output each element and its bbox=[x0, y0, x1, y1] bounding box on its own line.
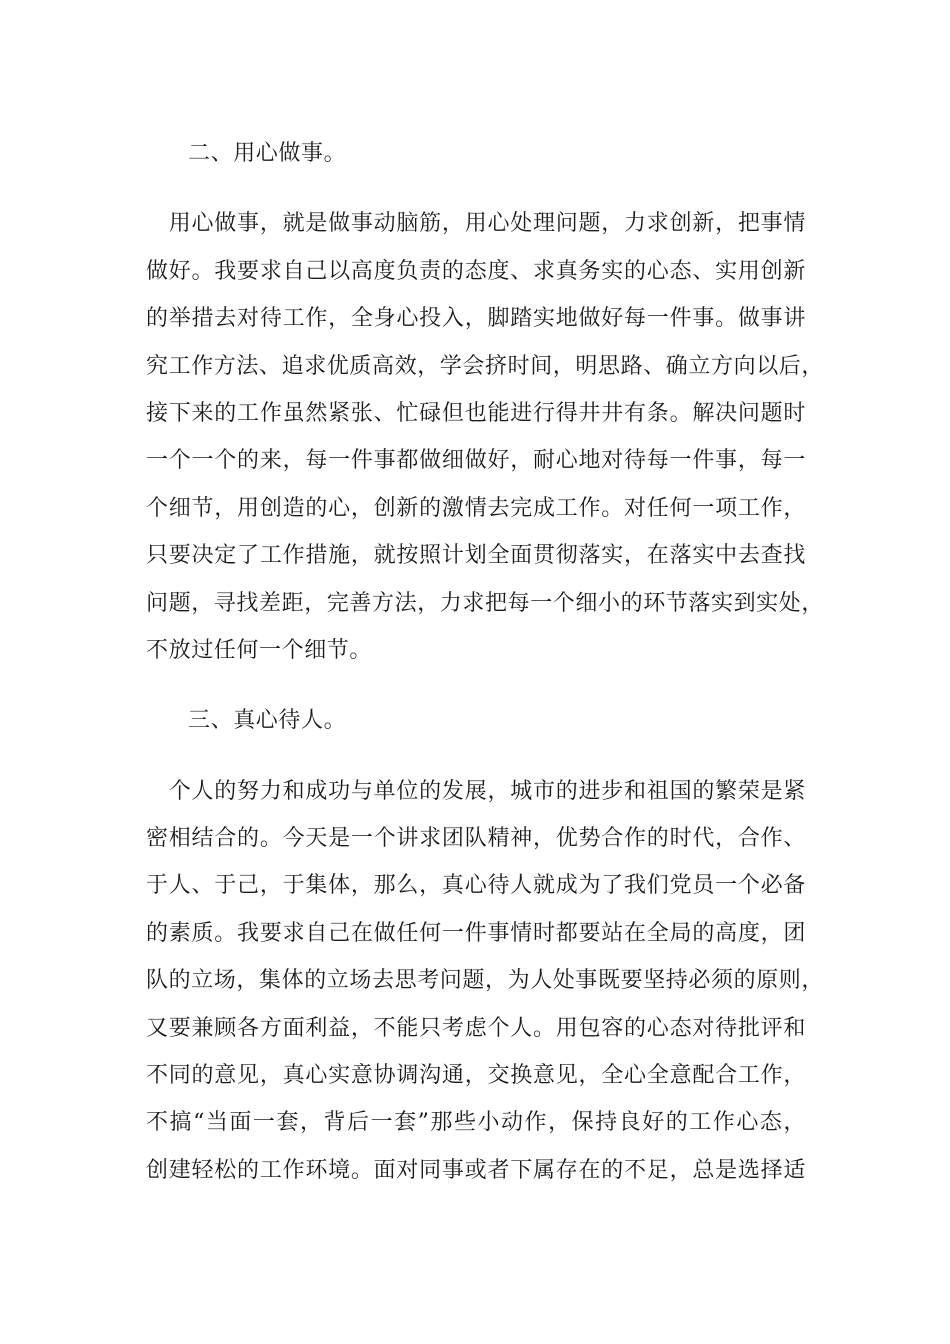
text-line: 又要兼顾各方面利益，不能只考虑个人。用包容的心态对待批评和 bbox=[146, 1015, 806, 1041]
text-line: 的素质。我要求自己在做任何一件事情时都要站在全局的高度，团 bbox=[146, 920, 806, 946]
paragraph-work-diligently bbox=[146, 200, 825, 674]
text-line: 接下来的工作虽然紧张、忙碌但也能进行得井井有条。解决问题时 bbox=[146, 400, 806, 426]
text-line: 用心做事，就是做事动脑筋，用心处理问题，力求创新，把事情 bbox=[146, 211, 806, 237]
text-line: 于人、于己，于集体，那么，真心待人就成为了我们党员一个必备 bbox=[146, 873, 806, 899]
paragraph-gap bbox=[146, 674, 806, 697]
text-line: 的举措去对待工作，全身心投入，脚踏实地做好每一件事。做事讲 bbox=[146, 306, 806, 332]
text-line: 问题，寻找差距，完善方法，力求把每一个细小的环节落实到实处， bbox=[146, 590, 825, 616]
text-line: 个细节，用创造的心，创新的激情去完成工作。对任何一项工作， bbox=[146, 495, 806, 521]
text-line: 一个一个的来，每一件事都做细做好，耐心地对待每一件事，每一 bbox=[146, 448, 806, 474]
section-heading-3: 三、真心待人。 bbox=[188, 708, 347, 734]
text-line: 密相结合的。今天是一个讲求团队精神，优势合作的时代，合作、 bbox=[146, 826, 806, 852]
text-line: 不搞“当面一套，背后一套”那些小动作，保持良好的工作心态， bbox=[146, 1110, 806, 1136]
text-line: 队的立场，集体的立场去思考问题，为人处事既要坚持必须的原则， bbox=[146, 968, 825, 994]
section-heading-2: 二、用心做事。 bbox=[188, 141, 347, 166]
document-body bbox=[146, 130, 825, 1194]
text-line: 创建轻松的工作环境。面对同事或者下属存在的不足，总是选择适 bbox=[146, 1157, 806, 1183]
text-line: 只要决定了工作措施，就按照计划全面贯彻落实，在落实中去查找 bbox=[146, 543, 806, 569]
text-line: 究工作方法、追求优质高效，学会挤时间，明思路、确立方向以后， bbox=[146, 353, 825, 379]
text-line: 做好。我要求自己以高度负责的态度、求真务实的心态、实用创新 bbox=[146, 258, 806, 284]
text-line: 个人的努力和成功与单位的发展，城市的进步和祖国的繁荣是紧 bbox=[146, 778, 806, 804]
text-line: 不同的意见，真心实意协调沟通，交换意见，全心全意配合工作， bbox=[146, 1063, 806, 1089]
text-line: 不放过任何一个细节。 bbox=[146, 637, 373, 663]
paragraph-treat-people-sincerely bbox=[146, 768, 825, 1195]
